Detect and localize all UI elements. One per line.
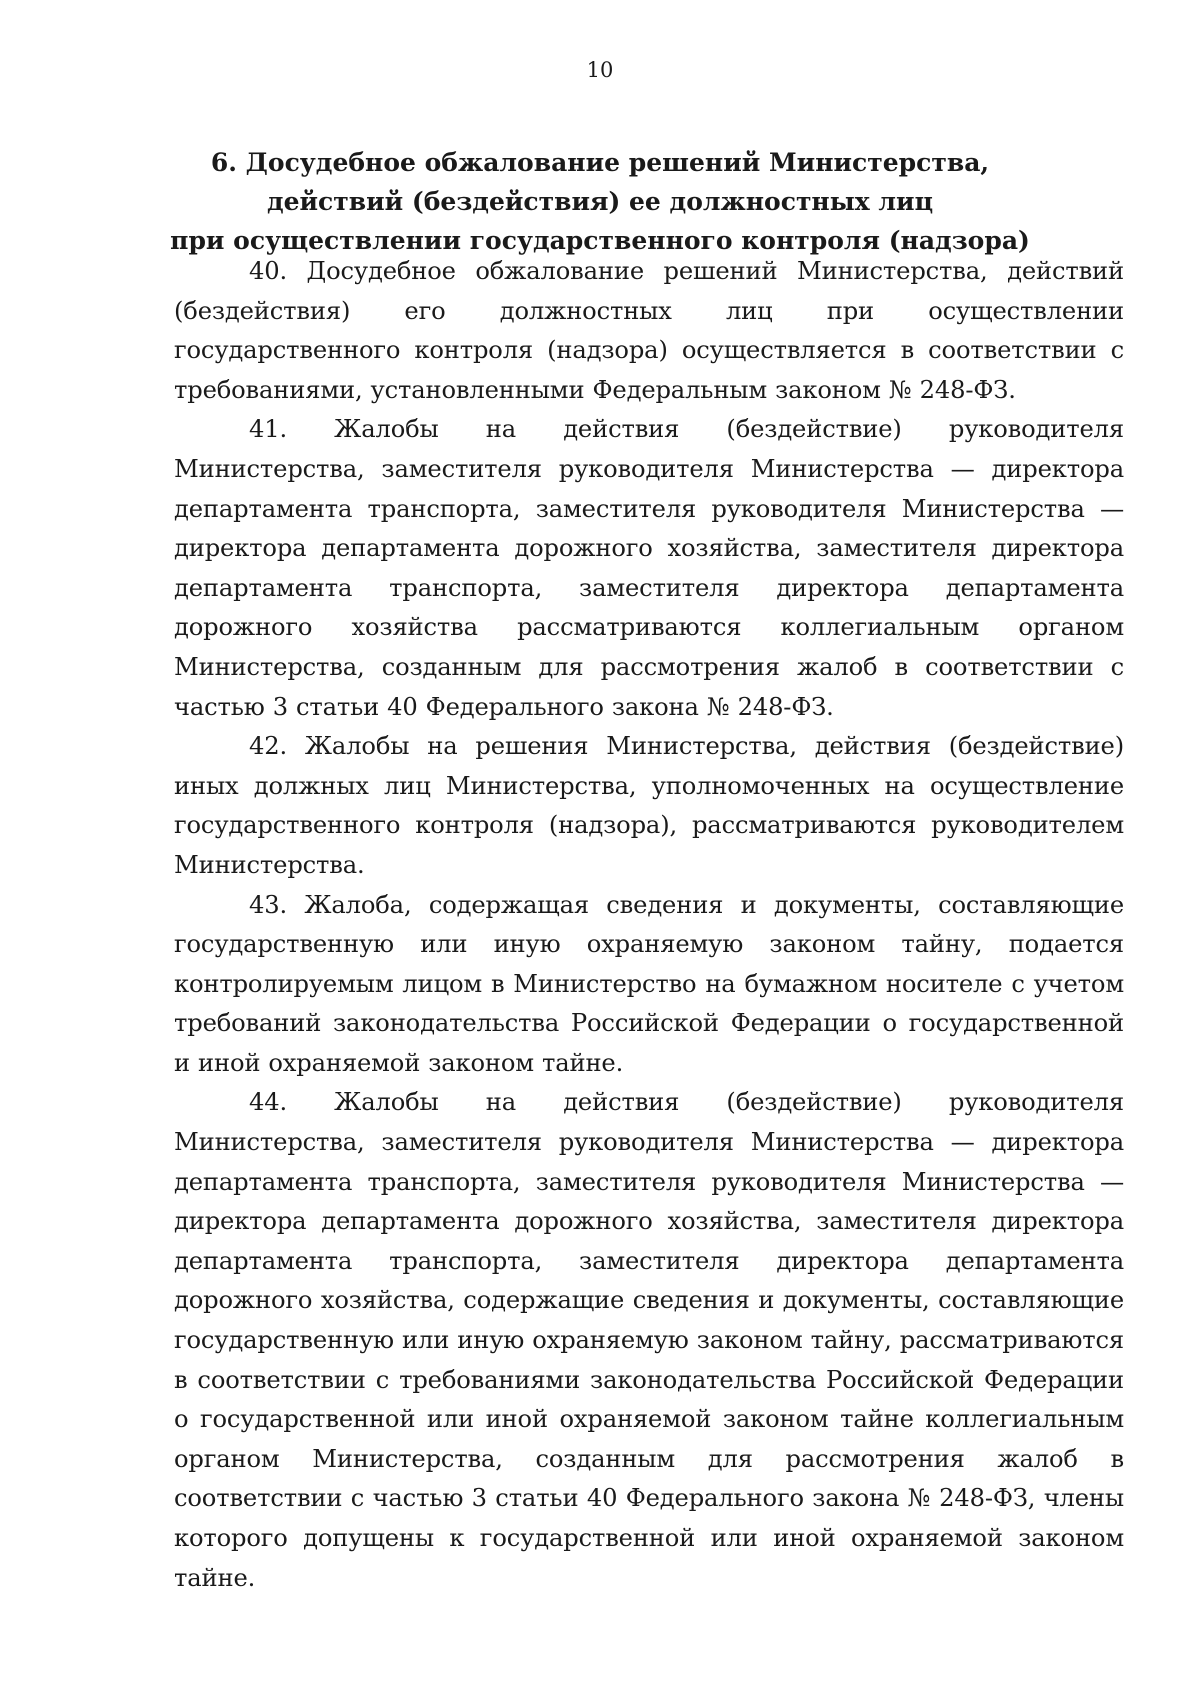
section-title-line-1: 6. Досудебное обжалование решений Министерства, (210, 148, 990, 177)
section-title-line-2: действий (бездействия) ее должностных лиц (266, 187, 934, 216)
page-number: 10 (586, 58, 614, 82)
paragraph-43: 43. Жалоба, содержащая сведения и документы, составляющие государственную или иную охраняемую законом тайну, подается контролируемым лицом в Министерство на бумажном носителе с учетом требований законодательства Российской Федерации о государственной и иной охраняемой законом тайне. (174, 890, 1124, 1077)
section-title (160, 143, 1040, 260)
paragraph-44: 44. Жалобы на действия (бездействие) руководителя Министерства, заместителя руководителя Министерства — директора департамента транспорта, заместителя руководителя Министерства — директора департамента дорожного хозяйства, заместителя директора департамента транспорта, заместителя директора департамента дорожного хозяйства, содержащие сведения и документы, составляющие государственную или иную охраняемую законом тайну, рассматриваются в соответствии с требованиями законодательства Российской Федерации о государственной или иной охраняемой законом тайне коллегиальным органом Министерства, созданным для рассмотрения жалоб в соответствии с частью 3 статьи 40 Федерального закона № 248-ФЗ, члены которого допущены к государственной или иной охраняемой законом тайне. (174, 1088, 1124, 1592)
paragraph-40: 40. Досудебное обжалование решений Министерства, действий (бездействия) его должностных лиц при осуществлении государственного контроля (надзора) осуществляется в соответствии с требованиями, установленными Федеральным законом № 248-ФЗ. (174, 257, 1124, 404)
document-body (174, 252, 1124, 1598)
paragraph-41: 41. Жалобы на действия (бездействие) руководителя Министерства, заместителя руководителя Министерства — директора департамента транспорта, заместителя руководителя Министерства — директора департамента дорожного хозяйства, заместителя директора департамента транспорта, заместителя директора департамента дорожного хозяйства рассматриваются коллегиальным органом Министерства, созданным для рассмотрения жалоб в соответствии с частью 3 статьи 40 Федерального закона № 248-ФЗ. (174, 415, 1124, 721)
section-title-line-3: при осуществлении государственного контроля (надзора) (170, 226, 1030, 255)
paragraph-42: 42. Жалобы на решения Министерства, действия (бездействие) иных должных лиц Министерства, уполномоченных на осуществление государственного контроля (надзора), рассматриваются руководителем Министерства. (174, 732, 1124, 879)
